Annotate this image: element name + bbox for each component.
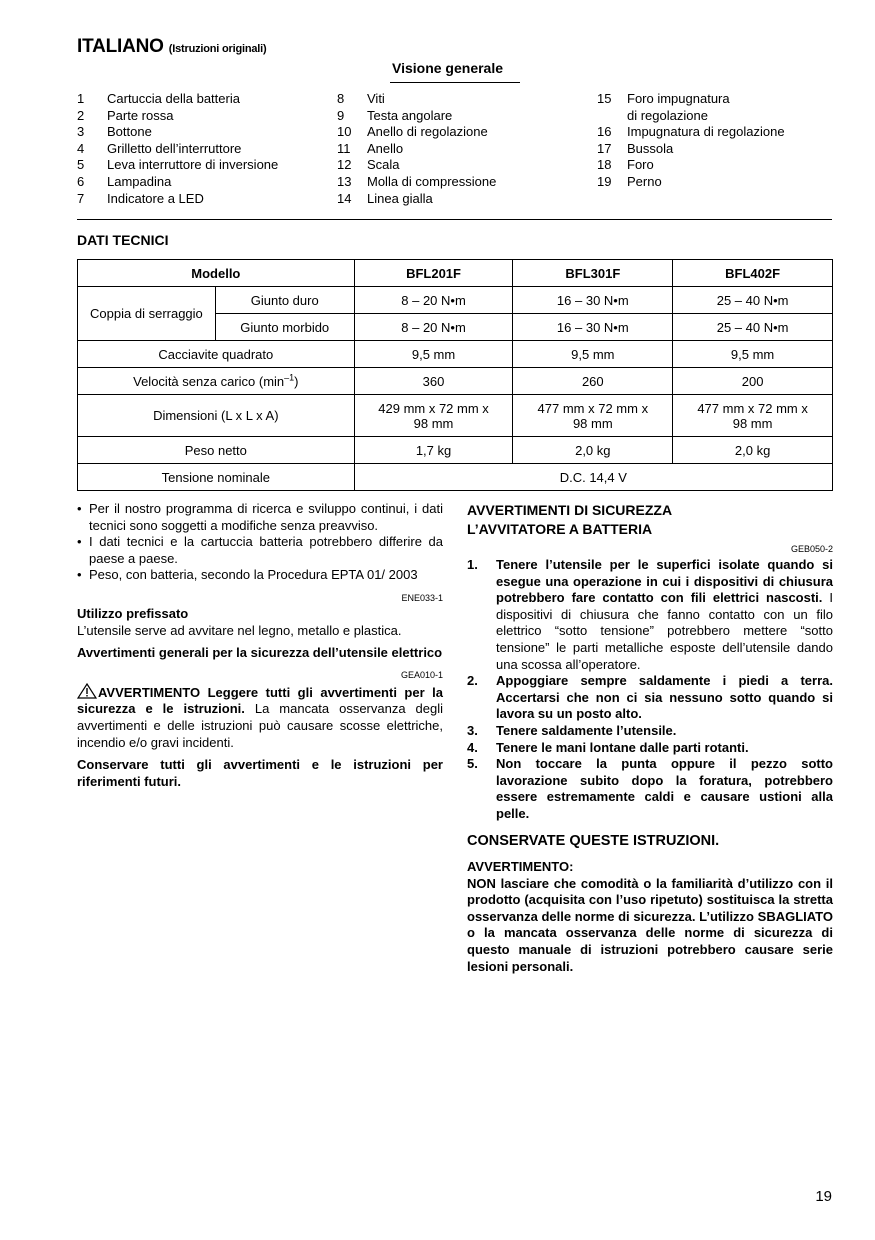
table-cell: 1,7 kg [354, 437, 513, 464]
table-cell: 25 – 40 N•m [673, 287, 833, 314]
list-item: 3. Tenere saldamente l’utensile. [467, 722, 677, 738]
right-column [467, 501, 833, 975]
table-row [78, 341, 833, 368]
part-item: 17 Bussola [597, 140, 674, 156]
list-item: 1. Tenere l’utensile per le superfici isolate quando si esegue una operazione in cui i dispositivi di chiusura potrebbero fare contatto con fili elettrici nascosti. I dispositivi di chiusura che fanno contatto con un filo elettrico “sotto tensione” potrebbero mettere “sotto tensione” le parti metalliche esposte dell’utensile dando una scossa all’operatore. [467, 557, 833, 672]
part-item: 7 Indicatore a LED [77, 190, 204, 206]
torque-label: Coppia di serraggio [78, 287, 216, 341]
part-item: 12 Scala [337, 157, 400, 173]
battery-screwdriver-safety-title: AVVERTIMENTI DI SICUREZZA L’AVVITATORE A BATTERIA [467, 502, 673, 537]
table-header-bfl402f: BFL402F [673, 260, 833, 287]
part-item: 18 Foro [597, 157, 654, 173]
table-cell: 9,5 mm [673, 341, 833, 368]
table-cell: 2,0 kg [513, 437, 673, 464]
doc-code: GEA010-1 [400, 669, 443, 680]
warning-triangle-icon [77, 683, 97, 699]
list-item: • Peso, con batteria, secondo la Procedura EPTA 01/ 2003 [77, 567, 443, 584]
part-item: di regolazione [627, 107, 708, 123]
dimensions-label: Dimensioni (L x L x A) [78, 395, 355, 437]
list-item: 4. Tenere le mani lontane dalle parti rotanti. [467, 739, 749, 755]
intended-use-title: Utilizzo prefissato [77, 605, 189, 621]
page-language-title [77, 36, 266, 60]
table-cell: 9,5 mm [513, 341, 673, 368]
table-cell: 25 – 40 N•m [673, 314, 833, 341]
rated-voltage-label: Tensione nominale [78, 464, 355, 491]
spec-notes-list [77, 501, 443, 584]
table-cell: 360 [354, 368, 513, 395]
part-item: 15 Foro impugnatura [597, 91, 730, 106]
square-drive-label: Cacciavite quadrato [78, 341, 355, 368]
parts-list-column-2 [337, 91, 496, 207]
table-row [78, 368, 833, 395]
section-divider [77, 219, 832, 220]
part-item: 16 Impugnatura di regolazione [597, 124, 785, 140]
table-cell: 8 – 20 N•m [354, 314, 513, 341]
table-header-bfl301f: BFL301F [513, 260, 673, 287]
table-row [78, 260, 833, 287]
table-cell: 200 [673, 368, 833, 395]
part-item: 3 Bottone [77, 124, 152, 140]
general-safety-title: Avvertimenti generali per la sicurezza dell’utensile elettrico [77, 645, 443, 661]
part-item: 11 Anello [337, 140, 404, 156]
no-load-speed-label: Velocità senza carico $(\min^{-1})$ [78, 368, 355, 395]
warning-label: AVVERTIMENTO: [467, 859, 574, 875]
part-item: 1 Cartuccia della batteria [77, 91, 240, 106]
part-item: 8 Viti [337, 91, 385, 106]
soft-joint-label: Giunto morbido [215, 314, 354, 341]
table-cell: 477 mm x 72 mm x 98 mm [673, 395, 833, 437]
part-item: 10 Anello di regolazione [337, 124, 488, 140]
rated-voltage-value: D.C. 14,4 V [354, 464, 832, 491]
part-item: 6 Lampadina [77, 173, 172, 189]
table-cell: 9,5 mm [354, 341, 513, 368]
net-weight-label: Peso netto [78, 437, 355, 464]
original-instructions-label: (Istruzioni originali) [168, 43, 267, 55]
part-item: 2 Parte rossa [77, 107, 174, 123]
doc-code: GEB050-2 [790, 544, 833, 554]
table-header-model: Modello [78, 260, 355, 287]
table-cell: 2,0 kg [673, 437, 833, 464]
table-cell: 429 mm x 72 mm x 98 mm [354, 395, 513, 437]
table-cell: 16 – 30 N•m [513, 287, 673, 314]
table-row [78, 395, 833, 437]
warning-text: NON lasciare che comodità o la familiarità d’utilizzo con il prodotto (acquisita con l’uso ripetuto) sostituisca la stretta osservanza delle norme di sicurezza. L’utilizzo SBAGLIATO o la mancata osservanza delle norme di sicurezza di questo manuale di istruzioni potrebbero causare serie lesioni personali. [467, 875, 833, 974]
left-column [77, 501, 443, 790]
part-item: 5 Leva interruttore di inversione [77, 157, 279, 173]
part-item: 19 Perno [597, 173, 662, 189]
parts-list-column-3 [597, 91, 785, 191]
intended-use-text: L’utensile serve ad avvitare nel legno, metallo e plastica. [77, 622, 402, 638]
language-label: ITALIANO [77, 36, 164, 57]
safety-rules-list [467, 557, 833, 823]
table-row [78, 437, 833, 464]
save-instructions-title: CONSERVATE QUESTE ISTRUZIONI. [467, 832, 720, 849]
keep-instructions-note: Conservare tutti gli avvertimenti e le istruzioni per riferimenti futuri. [77, 757, 443, 789]
part-item: 9 Testa angolare [337, 107, 453, 123]
doc-code: ENE033-1 [401, 592, 443, 603]
hard-joint-label: Giunto duro [215, 287, 354, 314]
list-item: 5. Non toccare la punta oppure il pezzo sotto lavorazione subito dopo la foratura, potrebbero essere estremamente caldi e causare ustioni alla pelle. [467, 756, 833, 821]
overview-title: Visione generale [392, 60, 504, 76]
table-header-bfl201f: BFL201F [354, 260, 513, 287]
table-cell: 477 mm x 72 mm x 98 mm [513, 395, 673, 437]
general-warning-paragraph: AVVERTIMENTO Leggere tutti gli avvertimenti per la sicurezza e le istruzioni. La mancata osservanza degli avvertimenti e delle istruzioni può causare scosse elettriche, incendio e/o gravi incidenti. [77, 684, 444, 750]
table-cell: 8 – 20 N•m [354, 287, 513, 314]
specs-table [77, 259, 833, 491]
list-item: • I dati tecnici e la cartuccia batteria potrebbero differire da paese a paese. [77, 534, 443, 567]
list-item: 2. Appoggiare sempre saldamente i piedi a terra. Accertarsi che non ci sia nessuno sotto quando si lavora su un posto alto. [467, 673, 833, 722]
list-item: • Per il nostro programma di ricerca e sviluppo continui, i dati tecnici sono soggetti a modifiche senza preavviso. [77, 501, 443, 534]
table-cell: 16 – 30 N•m [513, 314, 673, 341]
table-row [78, 287, 833, 314]
parts-list-column-1 [77, 91, 278, 207]
part-item: 13 Molla di compressione [337, 173, 497, 189]
specs-title: DATI TECNICI [77, 232, 169, 248]
part-item: 14 Linea gialla [337, 190, 433, 206]
page-number: 19 [815, 1188, 832, 1205]
overview-underline [390, 82, 520, 83]
part-item: 4 Grilletto dell’interruttore [77, 140, 242, 156]
table-row [78, 464, 833, 491]
table-cell: 260 [513, 368, 673, 395]
